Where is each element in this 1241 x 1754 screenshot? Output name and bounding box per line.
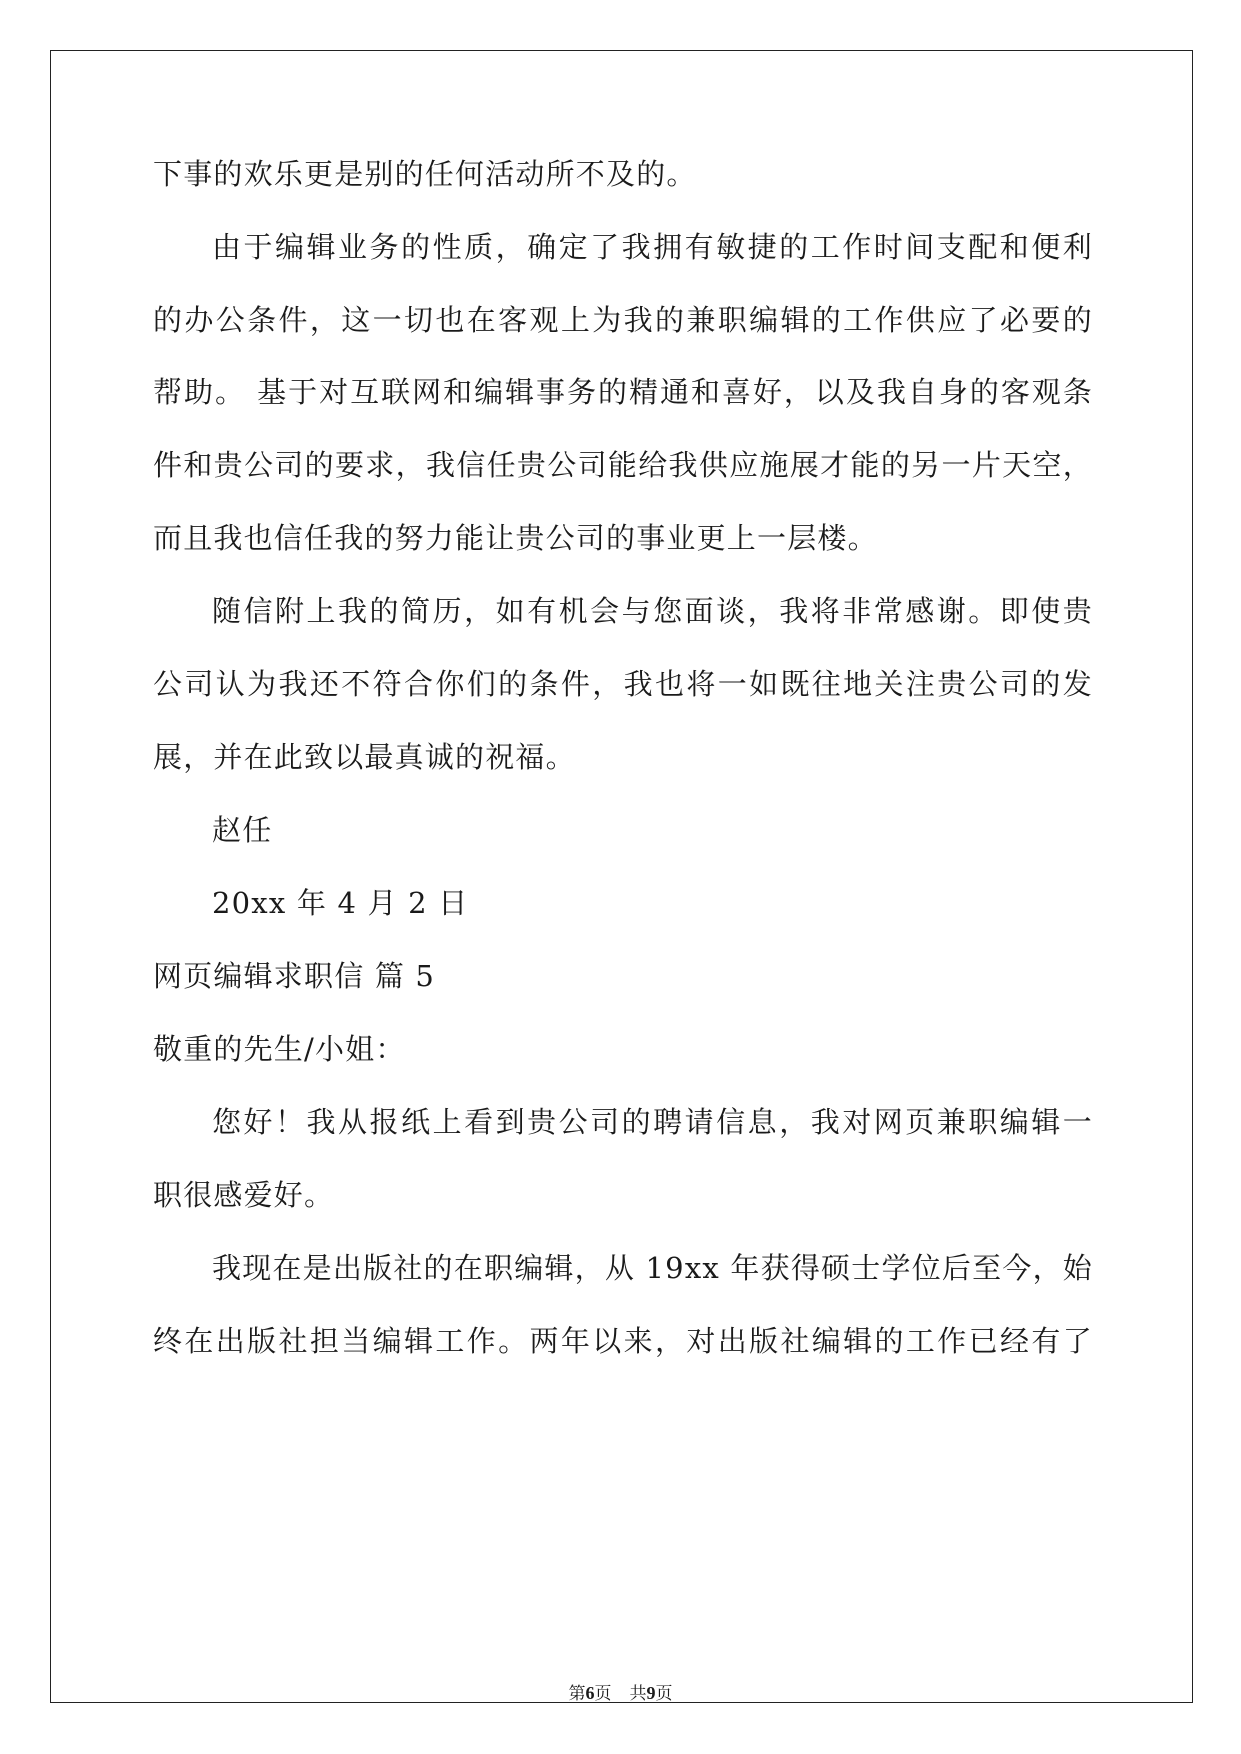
text-line: 件和贵公司的要求，我信任贵公司能给我供应施展才能的另一片天空， (153, 448, 1093, 482)
text-line: 帮助。 基于对互联网和编辑事务的精通和喜好，以及我自身的客观条 (153, 375, 1093, 409)
footer-page-suffix: 页 (594, 1684, 612, 1704)
signature-name: 赵任 (212, 813, 273, 847)
text-line: 随信附上我的简历，如有机会与您面谈，我将非常感谢。即使贵 (212, 594, 1093, 628)
text-line: 由于编辑业务的性质，确定了我拥有敏捷的工作时间支配和便利 (212, 230, 1093, 264)
footer-prefix: 第 (568, 1684, 586, 1704)
letter-date: 20xx 年 4 月 2 日 (212, 886, 469, 920)
footer-page-number: 6 (585, 1683, 595, 1703)
text-line: 您好！我从报纸上看到贵公司的聘请信息，我对网页兼职编辑一 (212, 1105, 1093, 1139)
text-line: 终在出版社担当编辑工作。两年以来，对出版社编辑的工作已经有了 (153, 1324, 1093, 1358)
text-line: 而且我也信任我的努力能让贵公司的事业更上一层楼。 (153, 521, 878, 555)
footer-total-pages: 9 (646, 1683, 656, 1703)
section-heading: 网页编辑求职信 篇 5 (153, 959, 436, 993)
page-border (50, 50, 1193, 1703)
text-line: 公司认为我还不符合你们的条件，我也将一如既往地关注贵公司的发 (153, 667, 1093, 701)
text-line: 我现在是出版社的在职编辑，从 19xx 年获得硕士学位后至今，始 (212, 1251, 1093, 1285)
text-line: 职很感爱好。 (153, 1178, 335, 1212)
page-footer (0, 1682, 1241, 1705)
footer-total-suffix: 页 (655, 1684, 673, 1704)
text-line: 下事的欢乐更是别的任何活动所不及的。 (153, 157, 697, 191)
footer-total-prefix: 共 (629, 1684, 647, 1704)
text-line: 展，并在此致以最真诚的祝福。 (153, 740, 576, 774)
salutation: 敬重的先生/小姐： (153, 1032, 406, 1066)
text-line: 的办公条件，这一切也在客观上为我的兼职编辑的工作供应了必要的 (153, 303, 1093, 337)
